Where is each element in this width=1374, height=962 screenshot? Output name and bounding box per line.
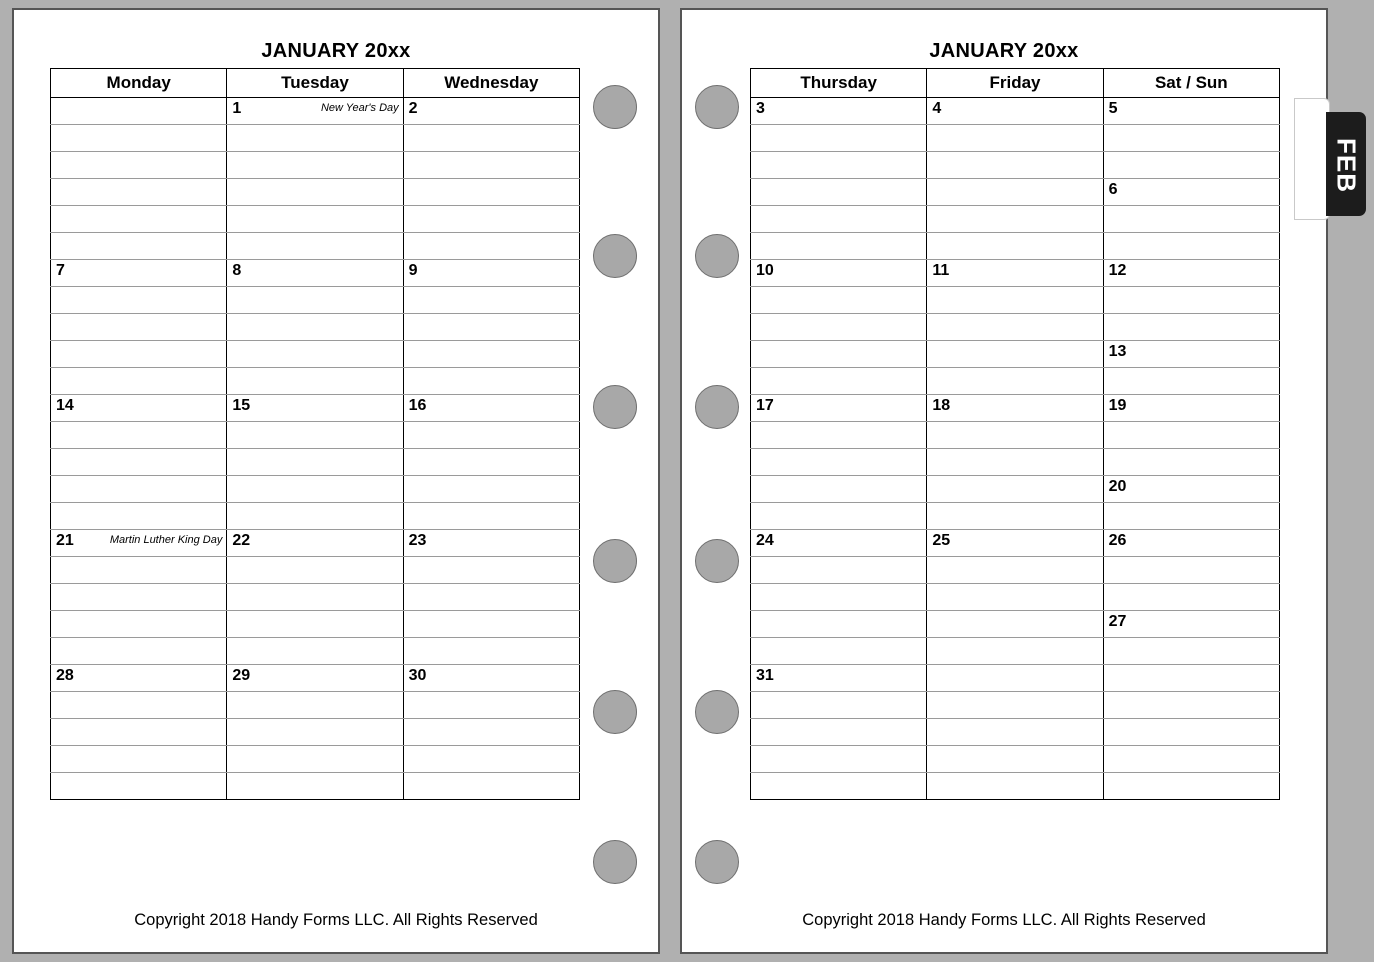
left-day-cell[interactable] — [227, 125, 403, 152]
right-day-cell[interactable] — [1103, 152, 1279, 179]
left-day-cell[interactable] — [227, 584, 403, 611]
left-day-cell[interactable] — [227, 449, 403, 476]
right-day-cell[interactable] — [1103, 368, 1279, 395]
left-ring-hole — [593, 539, 637, 583]
left-day-cell[interactable] — [227, 530, 403, 557]
right-day-cell[interactable] — [927, 503, 1103, 530]
left-week-line — [51, 422, 580, 449]
left-ring-hole — [593, 690, 637, 734]
left-page-content — [22, 18, 650, 944]
left-day-cell[interactable] — [227, 368, 403, 395]
left-day-number: 2 — [408, 100, 418, 117]
left-day-number: 8 — [232, 262, 242, 279]
left-day-cell[interactable] — [51, 179, 227, 206]
right-day-cell[interactable] — [927, 206, 1103, 233]
left-day-cell[interactable] — [51, 719, 227, 746]
right-week-line — [751, 503, 1280, 530]
left-day-cell[interactable] — [227, 476, 403, 503]
left-day-cell[interactable] — [403, 557, 579, 584]
left-day-cell[interactable] — [51, 368, 227, 395]
left-day-number: 21 — [56, 532, 74, 549]
left-holiday-label: Martin Luther King Day — [109, 534, 223, 546]
right-week-line — [751, 395, 1280, 422]
right-day-cell[interactable] — [1103, 341, 1279, 368]
right-day-number: 13 — [1108, 343, 1127, 360]
left-day-cell[interactable] — [227, 638, 403, 665]
right-day-cell[interactable] — [751, 260, 927, 287]
tab-backing — [1294, 98, 1330, 220]
left-week-line — [51, 584, 580, 611]
right-day-cell[interactable] — [751, 422, 927, 449]
right-ring-hole — [695, 539, 739, 583]
right-day-cell[interactable] — [751, 368, 927, 395]
left-day-cell[interactable] — [227, 665, 403, 692]
left-day-cell[interactable] — [51, 125, 227, 152]
left-day-cell[interactable] — [51, 233, 227, 260]
left-day-number: 14 — [56, 397, 74, 414]
left-week-line — [51, 179, 580, 206]
left-day-cell[interactable] — [227, 287, 403, 314]
right-month-title: JANUARY 20xx — [929, 40, 1079, 62]
left-week-line — [51, 98, 580, 125]
right-day-cell[interactable] — [751, 503, 927, 530]
left-day-cell[interactable] — [51, 530, 227, 557]
right-day-cell[interactable] — [1103, 179, 1279, 206]
right-day-cell[interactable] — [927, 287, 1103, 314]
right-day-cell[interactable] — [927, 611, 1103, 638]
left-day-cell[interactable] — [51, 557, 227, 584]
left-day-cell[interactable] — [227, 746, 403, 773]
right-week-line — [751, 98, 1280, 125]
right-day-cell[interactable] — [751, 773, 927, 800]
right-day-cell[interactable] — [751, 314, 927, 341]
left-day-number: 9 — [408, 262, 418, 279]
right-ring-hole — [695, 234, 739, 278]
right-day-cell[interactable] — [927, 233, 1103, 260]
right-day-cell[interactable] — [751, 179, 927, 206]
left-day-cell[interactable] — [51, 638, 227, 665]
left-calendar-table — [50, 68, 580, 800]
right-day-cell[interactable] — [751, 233, 927, 260]
right-day-cell[interactable] — [927, 719, 1103, 746]
right-week-line — [751, 422, 1280, 449]
left-ring-hole — [593, 234, 637, 278]
left-day-cell[interactable] — [227, 773, 403, 800]
left-day-number: 30 — [408, 667, 427, 684]
left-day-cell[interactable] — [51, 773, 227, 800]
left-week-line — [51, 368, 580, 395]
left-week-line — [51, 773, 580, 800]
left-day-cell[interactable] — [51, 341, 227, 368]
right-day-cell[interactable] — [1103, 449, 1279, 476]
left-day-cell[interactable] — [403, 638, 579, 665]
right-day-number: 26 — [1108, 532, 1127, 549]
right-day-number: 17 — [756, 397, 774, 414]
left-day-cell[interactable] — [51, 692, 227, 719]
right-week-line — [751, 557, 1280, 584]
right-week-line — [751, 665, 1280, 692]
right-day-cell[interactable] — [751, 449, 927, 476]
left-week-line — [51, 638, 580, 665]
left-day-cell[interactable] — [227, 395, 403, 422]
right-ring-hole — [695, 385, 739, 429]
left-week-line — [51, 260, 580, 287]
right-week-line — [751, 233, 1280, 260]
left-day-cell[interactable] — [51, 476, 227, 503]
right-day-cell[interactable] — [751, 476, 927, 503]
right-day-cell[interactable] — [1103, 98, 1279, 125]
right-day-cell[interactable] — [1103, 422, 1279, 449]
left-day-number: 16 — [408, 397, 427, 414]
right-day-cell[interactable] — [927, 125, 1103, 152]
right-column-header: Friday — [927, 69, 1103, 98]
left-day-number: 23 — [408, 532, 427, 549]
left-day-cell[interactable] — [51, 395, 227, 422]
left-day-cell[interactable] — [227, 206, 403, 233]
left-day-cell[interactable] — [51, 503, 227, 530]
right-week-line — [751, 611, 1280, 638]
left-day-cell[interactable] — [51, 611, 227, 638]
right-day-cell[interactable] — [1103, 503, 1279, 530]
right-day-cell[interactable] — [927, 746, 1103, 773]
right-day-number: 20 — [1108, 478, 1127, 495]
right-day-number: 10 — [756, 262, 774, 279]
right-day-cell[interactable] — [927, 341, 1103, 368]
right-week-line — [751, 449, 1280, 476]
right-day-number: 3 — [756, 100, 765, 117]
right-day-cell[interactable] — [927, 314, 1103, 341]
right-day-cell[interactable] — [927, 530, 1103, 557]
right-day-cell[interactable] — [1103, 773, 1279, 800]
month-tab-feb[interactable] — [1326, 112, 1366, 216]
right-day-cell[interactable] — [751, 557, 927, 584]
month-tab-label: FEB — [1331, 138, 1362, 193]
left-day-cell[interactable] — [227, 98, 403, 125]
right-day-cell[interactable] — [751, 530, 927, 557]
left-day-cell[interactable] — [51, 260, 227, 287]
right-week-line — [751, 341, 1280, 368]
right-day-cell[interactable] — [1103, 206, 1279, 233]
right-day-cell[interactable] — [927, 395, 1103, 422]
right-day-cell[interactable] — [927, 476, 1103, 503]
left-day-cell[interactable] — [403, 179, 579, 206]
right-week-line — [751, 152, 1280, 179]
right-day-cell[interactable] — [751, 395, 927, 422]
right-day-cell[interactable] — [751, 584, 927, 611]
right-week-line — [751, 746, 1280, 773]
right-ring-hole — [695, 840, 739, 884]
right-copyright: Copyright 2018 Handy Forms LLC. All Rights Reserved — [802, 911, 1206, 929]
right-page-content — [690, 18, 1318, 944]
left-day-cell[interactable] — [51, 287, 227, 314]
left-day-cell[interactable] — [403, 98, 579, 125]
left-day-cell[interactable] — [51, 449, 227, 476]
right-week-line — [751, 638, 1280, 665]
right-day-cell[interactable] — [1103, 314, 1279, 341]
right-ring-hole — [695, 85, 739, 129]
left-day-cell[interactable] — [227, 314, 403, 341]
left-week-line — [51, 530, 580, 557]
left-day-number: 1 — [232, 100, 242, 117]
right-day-cell[interactable] — [1103, 530, 1279, 557]
left-column-header: Monday — [51, 69, 227, 98]
right-week-line — [751, 719, 1280, 746]
right-week-line — [751, 368, 1280, 395]
left-week-line — [51, 395, 580, 422]
right-day-number: 31 — [756, 667, 774, 684]
left-week-line — [51, 692, 580, 719]
left-week-line — [51, 233, 580, 260]
right-day-number: 25 — [932, 532, 951, 549]
left-week-line — [51, 341, 580, 368]
left-day-number: 22 — [232, 532, 251, 549]
right-day-cell[interactable] — [751, 125, 927, 152]
left-day-cell[interactable] — [403, 584, 579, 611]
right-day-number: 11 — [932, 262, 950, 279]
left-day-cell[interactable] — [403, 368, 579, 395]
left-day-cell[interactable] — [403, 503, 579, 530]
right-day-cell[interactable] — [751, 719, 927, 746]
left-day-cell[interactable] — [227, 179, 403, 206]
right-day-cell[interactable] — [1103, 476, 1279, 503]
left-day-cell[interactable] — [403, 611, 579, 638]
right-day-cell[interactable] — [751, 665, 927, 692]
left-week-line — [51, 152, 580, 179]
left-day-cell[interactable] — [403, 152, 579, 179]
left-column-header: Tuesday — [227, 69, 403, 98]
right-week-line — [751, 530, 1280, 557]
right-ring-hole — [695, 690, 739, 734]
right-day-cell[interactable] — [1103, 125, 1279, 152]
right-day-cell[interactable] — [1103, 638, 1279, 665]
left-day-cell[interactable] — [51, 152, 227, 179]
left-day-cell[interactable] — [51, 746, 227, 773]
right-day-number: 18 — [932, 397, 951, 414]
left-day-cell[interactable] — [403, 530, 579, 557]
right-week-line — [751, 476, 1280, 503]
left-day-cell[interactable] — [227, 341, 403, 368]
left-day-cell[interactable] — [403, 449, 579, 476]
right-day-cell[interactable] — [927, 692, 1103, 719]
left-week-line — [51, 557, 580, 584]
left-page — [12, 8, 660, 954]
left-day-cell[interactable] — [227, 557, 403, 584]
right-week-line — [751, 773, 1280, 800]
right-day-cell[interactable] — [1103, 557, 1279, 584]
left-day-cell[interactable] — [403, 233, 579, 260]
right-calendar — [750, 68, 1280, 800]
left-day-cell[interactable] — [403, 422, 579, 449]
left-day-cell[interactable] — [227, 692, 403, 719]
left-week-line — [51, 206, 580, 233]
right-ring-holes — [688, 0, 744, 946]
right-day-cell[interactable] — [751, 746, 927, 773]
right-day-cell[interactable] — [1103, 719, 1279, 746]
left-day-cell[interactable] — [403, 746, 579, 773]
right-day-cell[interactable] — [1103, 611, 1279, 638]
right-day-number: 4 — [932, 100, 942, 117]
left-day-cell[interactable] — [227, 260, 403, 287]
left-holiday-label: New Year's Day — [320, 102, 399, 114]
left-day-cell[interactable] — [227, 503, 403, 530]
right-day-cell[interactable] — [927, 422, 1103, 449]
right-day-cell[interactable] — [927, 584, 1103, 611]
right-week-line — [751, 314, 1280, 341]
left-day-cell[interactable] — [51, 314, 227, 341]
right-week-line — [751, 692, 1280, 719]
right-day-cell[interactable] — [927, 179, 1103, 206]
right-day-cell[interactable] — [751, 287, 927, 314]
left-week-line — [51, 719, 580, 746]
left-week-line — [51, 125, 580, 152]
left-day-cell[interactable] — [403, 692, 579, 719]
left-month-title: JANUARY 20xx — [261, 40, 411, 62]
left-day-cell[interactable] — [403, 206, 579, 233]
right-day-cell[interactable] — [927, 152, 1103, 179]
left-week-line — [51, 314, 580, 341]
left-day-cell[interactable] — [227, 719, 403, 746]
right-day-number: 12 — [1108, 262, 1127, 279]
right-column-header: Thursday — [751, 69, 927, 98]
right-day-cell[interactable] — [1103, 746, 1279, 773]
left-day-cell[interactable] — [403, 395, 579, 422]
left-day-cell[interactable] — [227, 422, 403, 449]
right-day-cell[interactable] — [927, 98, 1103, 125]
right-day-cell[interactable] — [751, 152, 927, 179]
left-week-line — [51, 476, 580, 503]
right-day-cell[interactable] — [927, 665, 1103, 692]
right-day-cell[interactable] — [751, 98, 927, 125]
left-week-line — [51, 665, 580, 692]
left-day-cell[interactable] — [403, 773, 579, 800]
left-day-number: 15 — [232, 397, 251, 414]
left-day-cell[interactable] — [403, 665, 579, 692]
left-day-cell[interactable] — [51, 98, 227, 125]
left-day-cell[interactable] — [403, 287, 579, 314]
left-calendar — [50, 68, 580, 800]
right-day-cell[interactable] — [751, 638, 927, 665]
left-copyright: Copyright 2018 Handy Forms LLC. All Rights Reserved — [134, 911, 538, 929]
right-week-line — [751, 125, 1280, 152]
left-day-number: 29 — [232, 667, 251, 684]
left-day-number: 28 — [56, 667, 74, 684]
right-day-cell[interactable] — [1103, 584, 1279, 611]
left-day-cell[interactable] — [51, 665, 227, 692]
left-day-cell[interactable] — [51, 206, 227, 233]
left-day-cell[interactable] — [51, 584, 227, 611]
right-day-number: 24 — [756, 532, 774, 549]
right-day-cell[interactable] — [927, 557, 1103, 584]
left-ring-hole — [593, 840, 637, 884]
left-ring-hole — [593, 385, 637, 429]
right-day-cell[interactable] — [1103, 692, 1279, 719]
right-day-cell[interactable] — [751, 692, 927, 719]
right-week-line — [751, 584, 1280, 611]
right-day-cell[interactable] — [927, 368, 1103, 395]
right-day-cell[interactable] — [927, 260, 1103, 287]
right-day-number: 6 — [1108, 181, 1118, 198]
right-day-cell[interactable] — [1103, 260, 1279, 287]
right-column-header: Sat / Sun — [1103, 69, 1279, 98]
left-day-cell[interactable] — [403, 314, 579, 341]
left-day-cell[interactable] — [403, 476, 579, 503]
right-day-number: 19 — [1108, 397, 1127, 414]
left-day-cell[interactable] — [51, 422, 227, 449]
left-week-line — [51, 746, 580, 773]
left-week-line — [51, 287, 580, 314]
right-day-cell[interactable] — [1103, 395, 1279, 422]
left-day-cell[interactable] — [403, 260, 579, 287]
right-day-cell[interactable] — [927, 773, 1103, 800]
right-calendar-table — [750, 68, 1280, 800]
right-page — [680, 8, 1328, 954]
right-day-number: 5 — [1108, 100, 1118, 117]
left-week-line — [51, 611, 580, 638]
left-day-cell[interactable] — [227, 233, 403, 260]
left-ring-hole — [593, 85, 637, 129]
left-day-cell[interactable] — [403, 719, 579, 746]
right-day-cell[interactable] — [1103, 665, 1279, 692]
right-week-line — [751, 179, 1280, 206]
left-week-line — [51, 503, 580, 530]
right-week-line — [751, 206, 1280, 233]
right-day-number: 27 — [1108, 613, 1127, 630]
left-day-cell[interactable] — [403, 125, 579, 152]
right-day-cell[interactable] — [1103, 287, 1279, 314]
left-column-header: Wednesday — [403, 69, 579, 98]
right-day-cell[interactable] — [751, 206, 927, 233]
left-day-cell[interactable] — [227, 152, 403, 179]
left-day-number: 7 — [56, 262, 65, 279]
left-ring-holes — [586, 0, 642, 946]
right-day-cell[interactable] — [751, 611, 927, 638]
left-week-line — [51, 449, 580, 476]
right-week-line — [751, 260, 1280, 287]
right-day-cell[interactable] — [751, 341, 927, 368]
right-day-cell[interactable] — [927, 638, 1103, 665]
left-day-cell[interactable] — [403, 341, 579, 368]
right-day-cell[interactable] — [1103, 233, 1279, 260]
left-day-cell[interactable] — [227, 611, 403, 638]
right-week-line — [751, 287, 1280, 314]
right-day-cell[interactable] — [927, 449, 1103, 476]
